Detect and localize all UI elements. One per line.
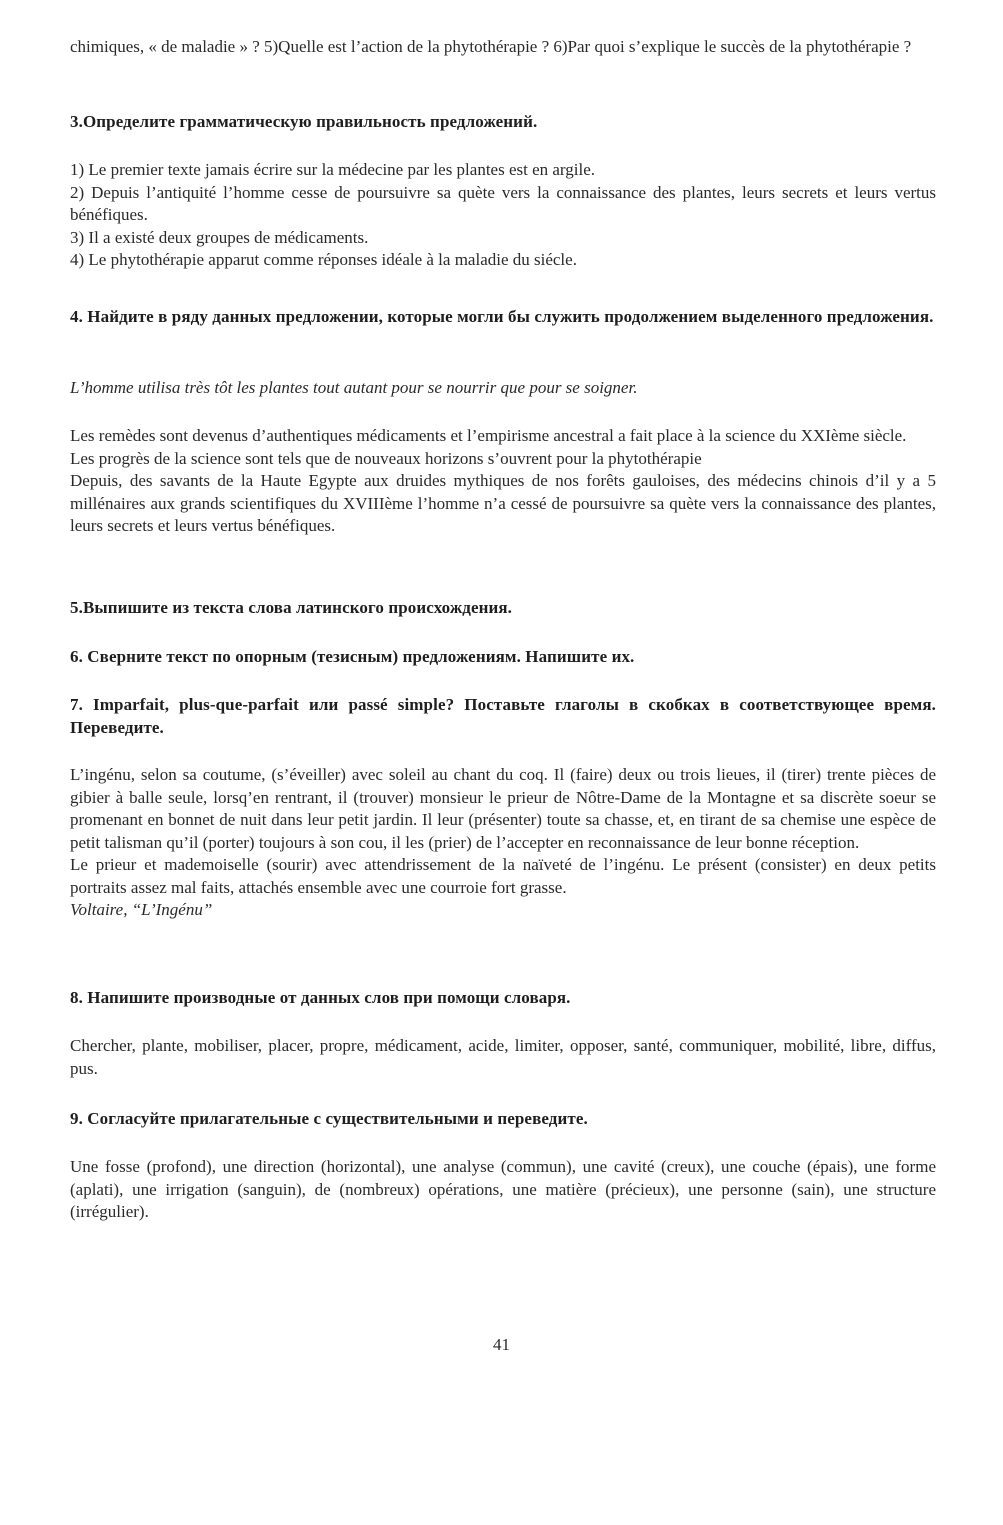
section-3-heading: 3.Определите грамматическую правильность предложений. bbox=[70, 112, 538, 131]
sentence-1: 1) Le premier texte jamais écrire sur la médecine par les plantes est en argile. bbox=[70, 160, 596, 179]
section-4-heading: 4. Найдите в ряду данных предложении, которые могли бы служить продолжением выделенного предложения. bbox=[70, 307, 934, 326]
section-4-options bbox=[70, 425, 936, 538]
section-5-heading: 5.Выпишите из текста слова латинского происхождения. bbox=[70, 598, 513, 617]
section-8-words: Chercher, plante, mobiliser, placer, propre, médicament, acide, limiter, opposer, santé, communiquer, mobilité, libre, diffus, pus. bbox=[70, 1036, 936, 1078]
sentence-2: 2) Depuis l’antiquité l’homme cesse de poursuivre sa quète vers la connaissance des plantes, leurs secrets et leurs vertus bénéfiques. bbox=[70, 182, 936, 224]
section-9-heading: 9. Согласуйте прилагательные с существительными и переведите. bbox=[70, 1109, 588, 1128]
page-number: 41 bbox=[493, 1335, 510, 1354]
sentence-4: 4) Le phytothérapie apparut comme réponses idéale à la maladie du siécle. bbox=[70, 250, 577, 269]
sentence-3: 3) Il a existé deux groupes de médicaments. bbox=[70, 227, 369, 247]
exercise-paragraph-2: Le prieur et mademoiselle (sourir) avec attendrissement de la naïveté de l’ingénu. Le présent (consister) en deux petits portraits assez mal faits, attachés ensemble avec une courroie fort grasse. bbox=[70, 855, 936, 897]
section-6-heading: 6. Сверните текст по опорным (тезисным) предложениям. Напишите их. bbox=[70, 647, 635, 666]
section-9-text: Une fosse (profond), une direction (horizontal), une analyse (commun), une cavité (creux), une couche (épais), une forme (aplati), une irrigation (sanguin), de (nombreux) opérations, une matière (précieux), une personne (sain), une structure (irrégulier). bbox=[70, 1157, 936, 1221]
option-1: Les remèdes sont devenus d’authentiques médicaments et l’empirisme ancestral a fait place à la science du XXIème siècle. bbox=[70, 426, 907, 445]
option-2: Les progrès de la science sont tels que de nouveaux horizons s’ouvrent pour la phytothérapie bbox=[70, 448, 702, 468]
section-7-heading: 7. Imparfait, plus-que-parfait или passé simple? Поставьте глаголы в скобках в соответствующее время. Переведите. bbox=[70, 695, 936, 737]
section-3-sentences bbox=[70, 159, 936, 272]
option-3: Depuis, des savants de la Haute Egypte aux druides mythiques de nos forêts gauloises, des médecins chinois d’il y a 5 millénaires aux grands scientifiques du XVIIIème l’homme n’a cessé de poursuivre sa quète vers la connaissance des plantes, leurs secrets et leurs vertus bénéfiques. bbox=[70, 471, 936, 535]
section-8-heading: 8. Напишите производные от данных слов при помощи словаря. bbox=[70, 988, 571, 1007]
exercise-paragraph-1: L’ingénu, selon sa coutume, (s’éveiller) avec soleil au chant du coq. Il (faire) deux ou trois lieues, il (tirer) trente pièces de gibier à balle seule, lorsq’en rentrant, il (trouver) monsieur le prieur de Nôtre-Dame de la Montagne et sa discrète soeur se promenant en bonnet de nuit dans leur petit jardin. Il leur (présenter) toute sa chasse, et, en tirant de sa chemise une espèce de petit talisman qu’il (porter) toujours à son cou, il les (prier) de l’accepter en reconnaissance de leur bonne réception. bbox=[70, 765, 936, 852]
highlighted-sentence: L’homme utilisa très tôt les plantes tout autant pour se nourrir que pour se soigner. bbox=[70, 378, 638, 397]
intro-paragraph: chimiques, « de maladie » ? 5)Quelle est l’action de la phytothérapie ? 6)Par quoi s’explique le succès de la phytothérapie ? bbox=[70, 37, 912, 56]
section-7-text bbox=[70, 764, 936, 922]
source-citation: Voltaire, “L’Ingénu” bbox=[70, 900, 213, 919]
